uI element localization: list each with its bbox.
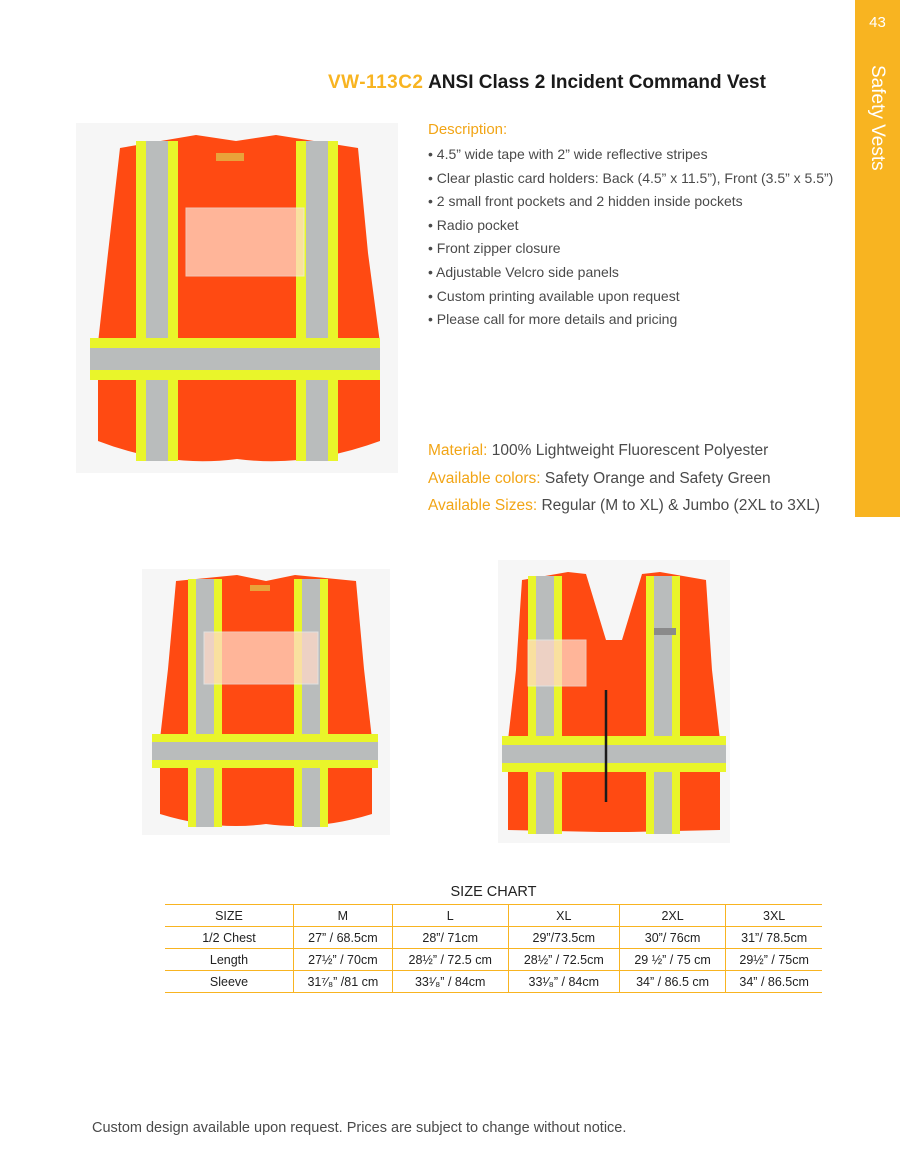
vest-back-image — [76, 123, 398, 473]
vest-back-photo-small — [142, 569, 390, 835]
product-code: VW-113C2 — [328, 72, 424, 93]
page-number: 43 — [869, 14, 886, 31]
table-cell: 34” / 86.5 cm — [619, 971, 725, 993]
description-item: • Please call for more details and pricing — [428, 308, 848, 332]
description-item: • 4.5” wide tape with 2” wide reflective stripes — [428, 143, 848, 167]
section-side-tab — [855, 0, 900, 517]
description-section — [428, 121, 848, 332]
description-item: • 2 small front pockets and 2 hidden inside pockets — [428, 190, 848, 214]
section-label: Safety Vests — [867, 65, 888, 171]
table-cell: 34” / 86.5cm — [726, 971, 822, 993]
description-list — [428, 143, 848, 332]
spec-colors — [428, 465, 848, 493]
table-cell: 31⁷⁄₈” /81 cm — [294, 971, 393, 993]
spec-value: 100% Lightweight Fluorescent Polyester — [491, 442, 769, 459]
description-item: • Clear plastic card holders: Back (4.5” x 11.5”), Front (3.5” x 5.5”) — [428, 167, 848, 191]
table-cell: 27” / 68.5cm — [294, 927, 393, 949]
table-cell: 27½” / 70cm — [294, 949, 393, 971]
table-cell: 33¹⁄₈” / 84cm — [508, 971, 619, 993]
table-header-cell: SIZE — [165, 905, 294, 927]
size-chart-title: SIZE CHART — [450, 884, 537, 900]
table-cell: 29½” / 75cm — [726, 949, 822, 971]
vest-back-small-image — [142, 569, 390, 835]
spec-sizes — [428, 492, 848, 520]
table-header-cell: L — [392, 905, 508, 927]
product-name: ANSI Class 2 Incident Command Vest — [428, 72, 766, 93]
spec-material — [428, 437, 848, 465]
spec-label: Material: — [428, 442, 488, 459]
description-heading: Description: — [428, 121, 508, 138]
footer-note: Custom design available upon request. Prices are subject to change without notice. — [92, 1120, 627, 1136]
table-cell: 30”/ 76cm — [619, 927, 725, 949]
spec-label: Available colors: — [428, 469, 541, 487]
table-cell: 28½” / 72.5cm — [508, 949, 619, 971]
vest-front-image — [498, 560, 730, 843]
description-item: • Adjustable Velcro side panels — [428, 261, 848, 285]
table-header-row — [165, 905, 822, 927]
table-header-cell: 2XL — [619, 905, 725, 927]
size-chart-table — [165, 904, 822, 993]
table-cell: 1/2 Chest — [165, 927, 294, 949]
table-row — [165, 927, 822, 949]
table-cell: 28”/ 71cm — [392, 927, 508, 949]
table-cell: Length — [165, 949, 294, 971]
table-row — [165, 949, 822, 971]
table-header-cell: XL — [508, 905, 619, 927]
vest-back-photo — [76, 123, 398, 473]
table-cell: 29”/73.5cm — [508, 927, 619, 949]
table-cell: Sleeve — [165, 971, 294, 993]
table-cell: 31”/ 78.5cm — [726, 927, 822, 949]
table-header-cell: 3XL — [726, 905, 822, 927]
spec-value: Safety Orange and Safety Green — [544, 469, 771, 487]
spec-value: Regular (M to XL) & Jumbo (2XL to 3XL) — [541, 497, 820, 514]
table-row — [165, 971, 822, 993]
table-cell: 29 ½” / 75 cm — [619, 949, 725, 971]
table-header-cell: M — [294, 905, 393, 927]
description-item: • Custom printing available upon request — [428, 285, 848, 309]
description-item: • Radio pocket — [428, 214, 848, 238]
specs-section — [428, 437, 848, 520]
table-cell: 28½” / 72.5 cm — [392, 949, 508, 971]
product-title — [328, 72, 766, 94]
description-item: • Front zipper closure — [428, 237, 848, 261]
table-cell: 33¹⁄₈” / 84cm — [392, 971, 508, 993]
vest-front-photo — [498, 560, 730, 843]
spec-label: Available Sizes: — [428, 497, 538, 514]
